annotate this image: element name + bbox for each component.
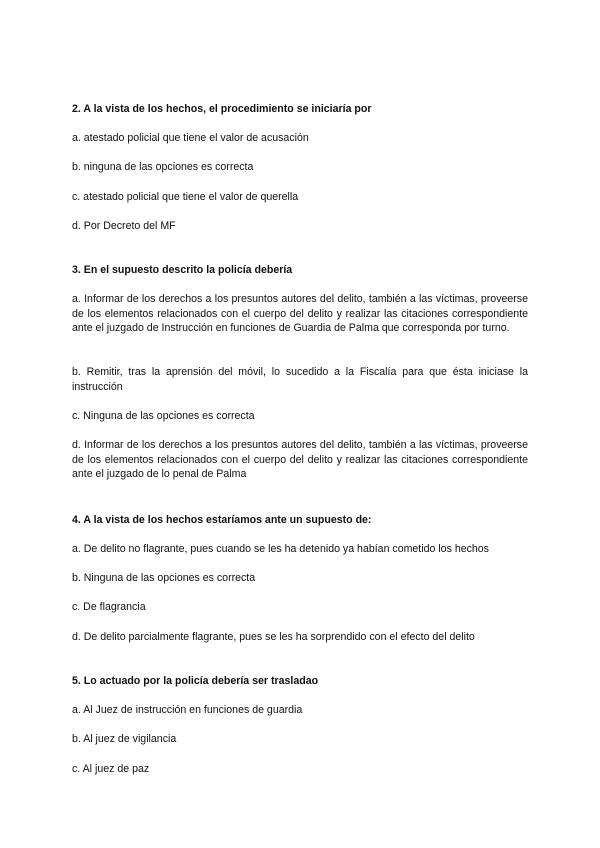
question-3-option-c: c. Ninguna de las opciones es correcta	[72, 410, 255, 422]
question-2-option-d: d. Por Decreto del MF	[72, 220, 176, 232]
question-4-option-b: b. Ninguna de las opciones es correcta	[72, 572, 256, 584]
question-title: 5. Lo actuado por la policía debería ser trasladao	[72, 675, 319, 687]
question-2-option-c: c. atestado policial que tiene el valor de querella	[72, 191, 299, 203]
question-2	[72, 102, 528, 116]
question-title: 2. A la vista de los hechos, el procedimiento se iniciaría por	[72, 103, 372, 115]
question-5-option-b: b. Al juez de vigilancia	[72, 733, 177, 745]
question-2-option-b: b. ninguna de las opciones es correcta	[72, 161, 254, 173]
question-5-option-c: c. Al juez de paz	[72, 763, 150, 775]
question-4-option-d: d. De delito parcialmente flagrante, pues se les ha sorprendido con el efecto del delito	[72, 631, 475, 643]
question-3	[72, 263, 528, 277]
question-3-option-b: b. Remitir, tras la aprensión del móvil, lo sucedido a la Fiscalía para que ésta iniciase la instrucción	[72, 366, 528, 393]
question-title: 3. En el supuesto descrito la policía debería	[72, 264, 293, 276]
question-4-option-c: c. De flagrancia	[72, 601, 146, 613]
question-2-option-a: a. atestado policial que tiene el valor de acusación	[72, 132, 309, 144]
question-4-option-a: a. De delito no flagrante, pues cuando se les ha detenido ya habían cometido los hechos	[72, 543, 489, 555]
question-title: 4. A la vista de los hechos estaríamos ante un supuesto de:	[72, 514, 372, 526]
question-5	[72, 674, 528, 688]
question-3-option-d: d. Informar de los derechos a los presuntos autores del delito, también a las víctimas, proveerse de los elementos relacionados con el cuerpo del delito y realizar las citaciones correspondiente ante el juzgado de lo penal de Palma	[72, 439, 528, 481]
question-4	[72, 513, 528, 527]
question-3-option-a: a. Informar de los derechos a los presuntos autores del delito, también a las víctimas, proveerse de los elementos relacionados con el cuerpo del delito y realizar las citaciones correspondiente ante el juzgado de Instrucción en funciones de Guardia de Palma que corresponda por turno.	[72, 293, 528, 335]
question-5-option-a: a. Al Juez de instrucción en funciones de guardia	[72, 704, 303, 716]
